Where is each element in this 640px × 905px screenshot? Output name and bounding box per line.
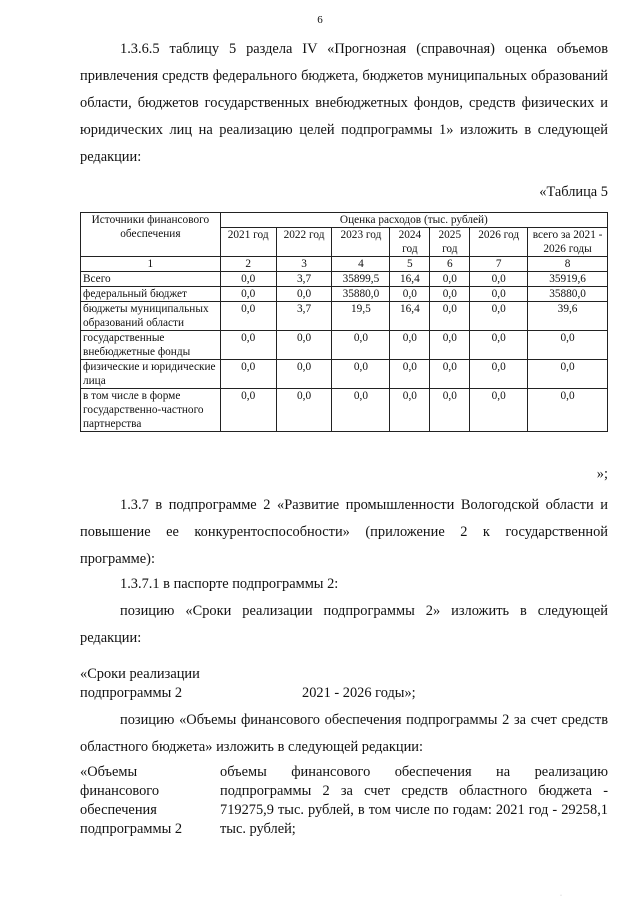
cell-value: 35899,5 [332,272,390,287]
column-number-row [81,257,608,272]
cell-value: 39,6 [528,302,608,331]
cell-value: 0,0 [430,360,470,389]
cell-value: 0,0 [390,389,430,432]
cell-value: 0,0 [528,331,608,360]
cell-value: 0,0 [332,389,390,432]
column-number: 7 [470,257,528,272]
cell-value: 0,0 [220,272,276,287]
cell-value: 0,0 [390,360,430,389]
cell-value: 16,4 [390,272,430,287]
row-source: федеральный бюджет [81,287,221,302]
table-row [81,331,608,360]
cell-value: 0,0 [390,331,430,360]
cell-value: 16,4 [390,302,430,331]
term-label: «Сроки реализации подпрограммы 2 [80,666,200,701]
column-number: 4 [332,257,390,272]
cell-value: 0,0 [528,389,608,432]
volume-value: объемы финансового обеспечения на реализацию подпрограммы 2 за счет средств областного бюджета - 719275,9 тыс. рублей, в том числе по годам: 2021 год - 29258,1 тыс. рублей; [220,764,608,837]
cell-value: 0,0 [470,302,528,331]
cell-value: 35919,6 [528,272,608,287]
cell-value: 0,0 [332,331,390,360]
header-year: 2021 год [220,228,276,257]
financing-table [80,212,608,432]
table-row [81,272,608,287]
cell-value: 0,0 [430,272,470,287]
paragraph-subprogram-2: 1.3.7 в подпрограмме 2 «Развитие промышленности Вологодской области и повышение ее конкурентоспособности» (приложение 2 к государственной программе): [80,497,608,567]
column-number: 2 [220,257,276,272]
cell-value: 0,0 [332,360,390,389]
row-source: физические и юридические лица [81,360,221,389]
cell-value: 0,0 [276,331,332,360]
column-number: 8 [528,257,608,272]
cell-value: 0,0 [390,287,430,302]
header-year: 2023 год [332,228,390,257]
cell-value: 0,0 [276,360,332,389]
table-end-quote: »; [596,466,608,482]
column-number: 3 [276,257,332,272]
header-total: всего за 2021 - 2026 годы [528,228,608,257]
cell-value: 0,0 [220,287,276,302]
header-cost-estimate: Оценка расходов (тыс. рублей) [220,213,607,228]
cell-value: 0,0 [430,287,470,302]
cell-value: 0,0 [430,389,470,432]
column-number: 5 [390,257,430,272]
column-number: 1 [81,257,221,272]
paragraph-table5-intro: 1.3.6.5 таблицу 5 раздела IV «Прогнозная (справочная) оценка объемов привлечения средств федерального бюджета, бюджетов муниципальных образований области, бюджетов государственных внебюджетных фондов, средств физических и юридических лиц на реализацию целей подпрограммы 1» изложить в следующей редакции: [80,41,608,165]
cell-value: 0,0 [220,302,276,331]
cell-value: 0,0 [276,287,332,302]
table-row [81,360,608,389]
paragraph-term-position: позицию «Сроки реализации подпрограммы 2» изложить в следующей редакции: [80,603,608,646]
scan-mark: · [560,893,562,899]
cell-value: 35880,0 [528,287,608,302]
term-value: 2021 - 2026 годы»; [302,685,416,701]
table-row [81,302,608,331]
cell-value: 0,0 [220,389,276,432]
header-year: 2025 год [430,228,470,257]
paragraph-volume-position: позицию «Объемы финансового обеспечения подпрограммы 2 за счет средств областного бюджета» изложить в следующей редакции: [80,712,608,755]
cell-value: 0,0 [470,360,528,389]
header-year: 2024 год [390,228,430,257]
column-number: 6 [430,257,470,272]
table-row [81,287,608,302]
cell-value: 19,5 [332,302,390,331]
cell-value: 0,0 [430,331,470,360]
row-source: бюджеты муниципальных образований области [81,302,221,331]
header-source: Источники финансового обеспечения [81,213,221,257]
cell-value: 0,0 [220,360,276,389]
header-year: 2026 год [470,228,528,257]
header-year: 2022 год [276,228,332,257]
page-number: 6 [317,14,323,26]
table-caption: «Таблица 5 [539,184,608,200]
row-source: государственные внебюджетные фонды [81,331,221,360]
cell-value: 35880,0 [332,287,390,302]
cell-value: 0,0 [470,272,528,287]
row-source: в том числе в форме государственно-частного партнерства [81,389,221,432]
cell-value: 0,0 [470,331,528,360]
table-row [81,389,608,432]
cell-value: 3,7 [276,272,332,287]
cell-value: 0,0 [470,287,528,302]
cell-value: 0,0 [470,389,528,432]
paragraph-passport: 1.3.7.1 в паспорте подпрограммы 2: [120,576,339,592]
cell-value: 3,7 [276,302,332,331]
volume-label: «Объемы финансового обеспечения подпрограммы 2 [80,764,183,837]
cell-value: 0,0 [528,360,608,389]
cell-value: 0,0 [276,389,332,432]
row-source: Всего [81,272,221,287]
cell-value: 0,0 [220,331,276,360]
cell-value: 0,0 [430,302,470,331]
